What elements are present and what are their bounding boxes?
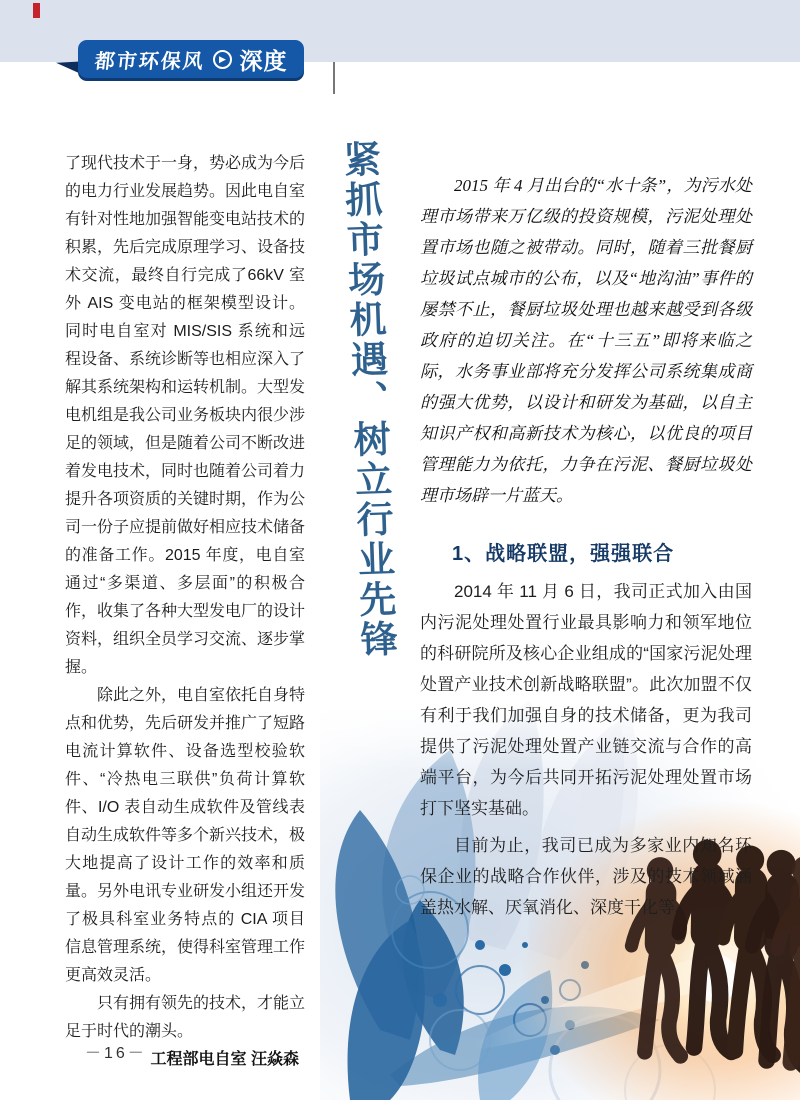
left-text-column — [65, 150, 305, 1074]
column-name-label: 深度 — [239, 47, 288, 74]
play-icon: ▶ — [213, 50, 232, 69]
column-logo-badge — [78, 40, 304, 78]
red-registration-mark — [33, 3, 40, 18]
section-1-paragraph-2: 目前为止，我司已成为多家业内知名环保企业的战略合作伙伴，涉及的技术领域涵盖热水解、厌氧消化、深度干化等。 — [420, 836, 752, 917]
vertical-feature-title: 紧抓市场机遇、树立行业先锋 — [337, 139, 397, 661]
left-paragraph-1: 了现代技术于一身，势必成为今后的电力行业发展趋势。因此电自室有针对性地加强智能变电站技术的积累，先后完成原理学习、设备技术交流，最终自行完成了66kV 室外 AIS 变电站的框架模型设计。同时电自室对 MIS/SIS 系统和远程设备、系统诊断等也相应深入了解其系统架构和运转机制。大型发电机组是我公司业务板块内很少涉足的领域，但是随着公司不断改进着发电技术，同时也随着公司着力提升各项资质的关键时期，作为公司一份子应提前做好相应技术储备的准备工作。2015 年度，电自室通过“多渠道、多层面”的积极合作，收集了各种大型发电厂的设计资料，组织全员学习交流、逐步掌握。 — [65, 155, 306, 676]
left-paragraph-3: 只有拥有领先的技术，才能立足于时代的潮头。 — [65, 995, 306, 1040]
section-1-paragraph-1: 2014 年 11 月 6 日，我司正式加入由国内污泥处理处置行业最具影响力和领军地位的科研院所及核心企业组成的“国家污泥处理处置产业技术创新战略联盟”。此次加盟不仅有利于我们加强自身的技术储备，更为我司提供了污泥处理处置产业链交流与合作的高端平台，为今后共同开拓污泥处理处置市场打下坚实基础。 — [420, 582, 752, 818]
right-text-column — [420, 170, 752, 929]
magazine-logo-text: 都市环保风 — [93, 50, 206, 73]
left-paragraph-2: 除此之外，电自室依托自身特点和优势，先后研发并推广了短路电流计算软件、设备选型校验软件、“冷热电三联供”负荷计算软件、I/O 表自动生成软件及管线表自动生成软件等多个新兴技术，极大地提高了设计工作的效率和质量。另外电讯专业研发小组还开发了极具科室业务特点的 CIA 项目信息管理系统，使得科室管理工作更高效灵活。 — [65, 687, 306, 984]
section-1-heading: 1、战略联盟，强强联合 — [452, 543, 675, 565]
page-number: －16－ — [85, 1045, 147, 1062]
fold-mark-line — [333, 62, 335, 94]
author-byline: 工程部电自室 汪焱森 — [150, 1051, 299, 1068]
feature-intro-paragraph: 2015 年 4 月出台的“水十条”，为污水处理市场带来万亿级的投资规模，污泥处理处置市场也随之被带动。同时，随着三批餐厨垃圾试点城市的公布，以及“地沟油”事件的屡禁不止，餐厨垃圾处理也越来越受到各级政府的迫切关注。在“十三五”即将来临之际，水务事业部将充分发挥公司系统集成商的强大优势，以设计和研发为基础，以自主知识产权和高新技术为核心，以优良的项目管理能力为依托，力争在污泥、餐厨垃圾处理市场辟一片蓝天。 — [420, 176, 752, 505]
